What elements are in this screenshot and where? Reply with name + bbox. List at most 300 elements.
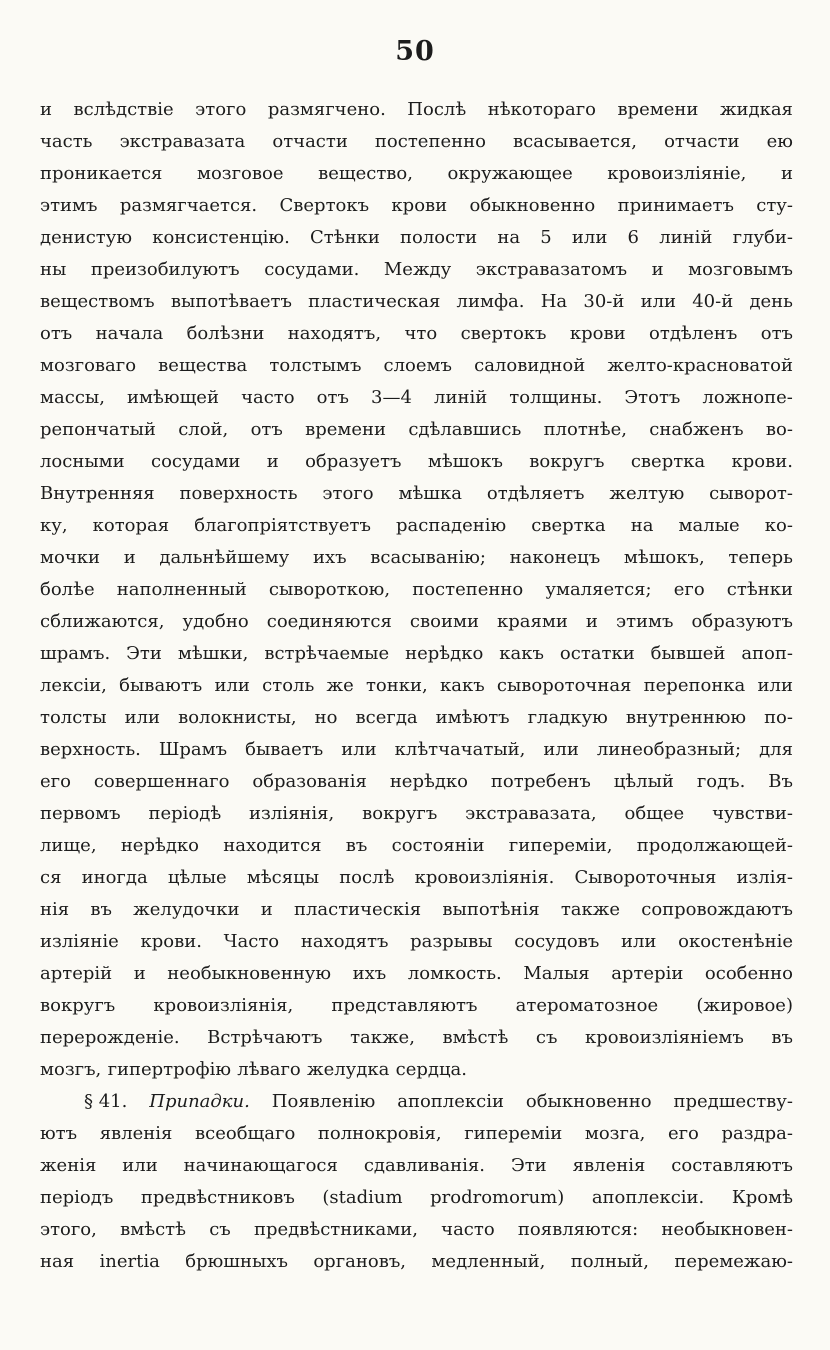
text-line (40, 286, 793, 318)
word: полости (400, 227, 478, 248)
word: свертка (531, 515, 606, 536)
word: мѣшокъ (427, 451, 503, 472)
word: имѣющей (127, 387, 219, 408)
word: отъ (760, 323, 793, 344)
word: веществомъ (40, 291, 155, 312)
word: первомъ (40, 803, 121, 824)
text-line (40, 1118, 793, 1150)
word: кровоизліянія, (153, 995, 294, 1016)
word: полнокровія, (317, 1123, 442, 1144)
word: гипереміи, (508, 835, 613, 856)
word: внутреннюю (625, 707, 747, 728)
word: нерѣдко (405, 643, 484, 664)
word: этого (195, 99, 247, 120)
word: болѣзни (186, 323, 265, 344)
word: времени (617, 99, 699, 120)
word: перемежаю- (674, 1251, 793, 1272)
word: нерѣдко (389, 771, 469, 792)
word: толсты (40, 707, 107, 728)
word: раздра- (721, 1123, 793, 1144)
word: свертка (630, 451, 706, 472)
word: гипереміи (464, 1123, 563, 1144)
word: перерожденіе. (40, 1027, 180, 1048)
word: образованія (252, 771, 367, 792)
word: же (326, 675, 354, 696)
word: обыкновенно (525, 1091, 652, 1112)
word: крови (391, 195, 448, 216)
word: гладкую (527, 707, 608, 728)
word: и (585, 611, 598, 632)
word: которая (92, 515, 170, 536)
text-line (40, 798, 793, 830)
text-line (40, 766, 793, 798)
word: продолжающей- (636, 835, 793, 856)
word: годъ. (696, 771, 746, 792)
word: Свертокъ (279, 195, 370, 216)
text-line (40, 1022, 793, 1054)
word: кровоизліяніе, (607, 163, 747, 184)
word: и (651, 259, 664, 280)
word: Часто (223, 931, 280, 952)
word: начинающагося (183, 1155, 338, 1176)
word: этого, (40, 1219, 97, 1240)
word: ихъ (312, 547, 347, 568)
word: ку, (40, 515, 68, 536)
word: кровоизліяніемъ (585, 1027, 744, 1048)
word: лимфа. (456, 291, 525, 312)
word: сближаются, (40, 611, 165, 632)
word: размягчено. (267, 99, 386, 120)
word: въ (90, 899, 112, 920)
word: отдѣленъ (649, 323, 738, 344)
word: начала (95, 323, 164, 344)
word: сосудовъ (514, 931, 600, 952)
word: излія- (736, 867, 793, 888)
word: Послѣ (407, 99, 467, 120)
word: разрывы (410, 931, 493, 952)
text-line (40, 670, 793, 702)
word: день (749, 291, 793, 312)
word: верхность. (40, 739, 141, 760)
word: сывороткою, (268, 579, 391, 600)
word: сердца. (395, 1059, 467, 1080)
text-line (40, 222, 793, 254)
word: находится (223, 835, 322, 856)
word: размягчается. (119, 195, 258, 216)
word: перепонка (643, 675, 746, 696)
word: и (40, 99, 52, 120)
word: лище, (40, 835, 97, 856)
word: Внутренняя (40, 483, 155, 504)
text-line (40, 1214, 793, 1246)
word: ся (40, 867, 62, 888)
text-line (40, 158, 793, 190)
word: малые (678, 515, 740, 536)
word: или (640, 291, 677, 312)
word: потребенъ (490, 771, 591, 792)
word: выпотѣваетъ (170, 291, 292, 312)
word: или (214, 675, 250, 696)
word: вокругъ (529, 451, 605, 472)
word: Шрамъ (158, 739, 228, 760)
word: клѣтчачатый, (394, 739, 526, 760)
text-line (40, 1150, 793, 1182)
word: часто (441, 1219, 495, 1240)
word: медленный, (431, 1251, 546, 1272)
word: съ (535, 1027, 558, 1048)
word: Этотъ (624, 387, 681, 408)
text-line (40, 734, 793, 766)
word: совершеннаго (93, 771, 230, 792)
section-heading-line (40, 1086, 793, 1118)
word: линеобразный; (596, 739, 742, 760)
word: ихъ (352, 963, 387, 984)
word: столь (262, 675, 315, 696)
word: вмѣстѣ (442, 1027, 509, 1048)
word: брюшныхъ (185, 1251, 288, 1272)
word: экстравазатомъ (475, 259, 628, 280)
text-line (40, 574, 793, 606)
word: составляютъ (671, 1155, 793, 1176)
word: его (667, 1123, 699, 1144)
word: отъ (250, 419, 283, 440)
word: и (780, 163, 793, 184)
word: 30-й (583, 291, 625, 312)
word: нѣкотораго (487, 99, 596, 120)
word: цѣлый (613, 771, 674, 792)
word: на (497, 227, 521, 248)
text-line (40, 830, 793, 862)
word: апоп- (741, 643, 793, 664)
word: наконецъ (509, 547, 601, 568)
text-line (40, 414, 793, 446)
word: Малыя (523, 963, 590, 984)
word: 6 (627, 227, 639, 248)
word: органовъ, (313, 1251, 407, 1272)
word: вслѣдствіе (73, 99, 174, 120)
word: проникается (40, 163, 163, 184)
word: prodromorum) (430, 1187, 565, 1208)
word: предшеству- (673, 1091, 793, 1112)
word: необыкновен- (661, 1219, 793, 1240)
word: снабженъ (649, 419, 744, 440)
word: въ (771, 1027, 793, 1048)
word: всасыванію; (370, 547, 486, 568)
text-line (40, 894, 793, 926)
word: желудочки (133, 899, 240, 920)
word: толстымъ (269, 355, 362, 376)
word: преизобилуютъ (90, 259, 240, 280)
word: удобно (182, 611, 249, 632)
word: inertia (99, 1251, 160, 1272)
word: остатки (559, 643, 635, 664)
word: Эти (126, 643, 162, 664)
word: особенно (704, 963, 793, 984)
text-line (40, 638, 793, 670)
word: теперь (728, 547, 793, 568)
word: или (341, 739, 377, 760)
word: Эти (510, 1155, 547, 1176)
text-line (40, 478, 793, 510)
word: или (124, 707, 161, 728)
word: лѣваго (237, 1059, 301, 1080)
word: иногда (81, 867, 148, 888)
word: массы, (40, 387, 105, 408)
word: пластическая (308, 291, 441, 312)
word: Между (383, 259, 452, 280)
word: ею (766, 131, 793, 152)
word: постепенно (412, 579, 524, 600)
word: бывшей (650, 643, 726, 664)
word: артеріи (611, 963, 684, 984)
word: изліянія, (249, 803, 335, 824)
word: стѣнки (726, 579, 793, 600)
text-line-paragraph-end (40, 1054, 793, 1086)
word: вокругъ (40, 995, 116, 1016)
text-line (40, 1182, 793, 1214)
word: мѣшокъ, (623, 547, 705, 568)
word: мочки (40, 547, 100, 568)
word: слой, (178, 419, 229, 440)
section-number: § 41. (84, 1091, 128, 1112)
word: бываютъ (119, 675, 203, 696)
word: и (260, 899, 273, 920)
word: общее (624, 803, 685, 824)
text-line (40, 126, 793, 158)
word: глуби- (732, 227, 793, 248)
word: періодъ (40, 1187, 114, 1208)
word: появляются: (517, 1219, 639, 1240)
word: кровоизліянія. (414, 867, 555, 888)
word: консистенцію. (152, 227, 290, 248)
word: съ (209, 1219, 231, 1240)
word: всасывается, (513, 131, 638, 152)
word: отъ (40, 323, 73, 344)
word: сопровождаютъ (641, 899, 793, 920)
word: пластическія (293, 899, 422, 920)
word: во- (765, 419, 793, 440)
word: атероматозное (515, 995, 659, 1016)
word: линій (434, 387, 488, 408)
word: экстравазата, (465, 803, 597, 824)
word: мѣсяцы (246, 867, 320, 888)
word: послѣ (339, 867, 395, 888)
word: но (314, 707, 338, 728)
word: этимъ (40, 195, 98, 216)
text-line (40, 350, 793, 382)
word: чувстви- (712, 803, 793, 824)
text-line (40, 606, 793, 638)
word: апоплексіи (397, 1091, 504, 1112)
word: постепенно (374, 131, 486, 152)
word: сосудами (151, 451, 241, 472)
word: и (266, 451, 279, 472)
word: болѣе (40, 579, 95, 600)
text-line (40, 702, 793, 734)
word: Стѣнки (309, 227, 380, 248)
word: для (759, 739, 793, 760)
word: Въ (768, 771, 793, 792)
word: имѣютъ (435, 707, 510, 728)
word: мозгъ, (40, 1059, 102, 1080)
word: предвѣстниковъ (140, 1187, 295, 1208)
word: въ (345, 835, 368, 856)
word: своими (409, 611, 479, 632)
word: бываетъ (245, 739, 324, 760)
word: (жировое) (696, 995, 793, 1016)
word: явленія (572, 1155, 646, 1176)
word: часто (241, 387, 295, 408)
word: Появленію (271, 1091, 376, 1112)
word: цѣлые (167, 867, 227, 888)
word: встрѣчаемые (264, 643, 390, 664)
text-line (40, 862, 793, 894)
word: (stadium (322, 1187, 403, 1208)
word: или (620, 931, 657, 952)
word: что (404, 323, 438, 344)
word: ложнопе- (702, 387, 793, 408)
word: времени (305, 419, 387, 440)
word: мѣшки, (177, 643, 249, 664)
word: лосными (40, 451, 125, 472)
word: отчасти (664, 131, 740, 152)
word: ная (40, 1251, 75, 1272)
word: періодѣ (148, 803, 222, 824)
word: состояніи (391, 835, 485, 856)
word: его (40, 771, 71, 792)
word: плотнѣе, (543, 419, 628, 440)
word: или (122, 1155, 158, 1176)
text-line (40, 446, 793, 478)
word: или (543, 739, 579, 760)
word: также, (350, 1027, 415, 1048)
word: желто-красноватой (607, 355, 793, 376)
text-line (40, 990, 793, 1022)
word: крови. (140, 931, 202, 952)
word: ломкость. (407, 963, 502, 984)
word: вещества (158, 355, 248, 376)
word: явленія (99, 1123, 173, 1144)
word: выпотѣнія (442, 899, 540, 920)
word: или (571, 227, 608, 248)
word: и (123, 547, 136, 568)
word: отдѣляетъ (486, 483, 585, 504)
word: толщины. (509, 387, 603, 408)
word: Сывороточныя (574, 867, 717, 888)
word: полный, (570, 1251, 650, 1272)
word: мозговаго (40, 355, 137, 376)
word: апоплексіи. (591, 1187, 705, 1208)
word: образуетъ (305, 451, 402, 472)
text-line (40, 510, 793, 542)
text-line (40, 190, 793, 222)
word: окостенѣніе (678, 931, 793, 952)
text-line (40, 958, 793, 990)
word: 40-й (692, 291, 734, 312)
word: обыкновенно (469, 195, 596, 216)
word: краями (497, 611, 568, 632)
word: всеобщаго (195, 1123, 296, 1144)
word: слоемъ (383, 355, 452, 376)
word: тонки, (365, 675, 428, 696)
word: по- (764, 707, 793, 728)
word: мѣшка (398, 483, 463, 504)
word: артерій (40, 963, 113, 984)
word: сывороточная (496, 675, 632, 696)
word: нія (40, 899, 70, 920)
word: или (757, 675, 793, 696)
word: сдѣлавшись (408, 419, 522, 440)
word: денистую (40, 227, 133, 248)
word: изліяніе (40, 931, 119, 952)
text-line (40, 382, 793, 414)
word: дальнѣйшему (159, 547, 290, 568)
word: мозговымъ (688, 259, 793, 280)
word: необыкновенную (167, 963, 332, 984)
text-line (40, 542, 793, 574)
page-text (40, 94, 793, 1278)
word: ютъ (40, 1123, 78, 1144)
word: нерѣдко (120, 835, 200, 856)
text-line (40, 1246, 793, 1278)
word: вокругъ (362, 803, 438, 824)
word: находятъ, (287, 323, 382, 344)
word: сосудами. (264, 259, 360, 280)
word: ны (40, 259, 67, 280)
word: гипертрофію (107, 1059, 231, 1080)
word: вещество, (318, 163, 413, 184)
word: этого (322, 483, 374, 504)
word: 3—4 (371, 387, 412, 408)
section-title: Припадки. (149, 1091, 250, 1112)
word: свертокъ (460, 323, 547, 344)
word: женія (40, 1155, 97, 1176)
word: и (133, 963, 146, 984)
word: всегда (355, 707, 418, 728)
word: крови. (731, 451, 793, 472)
word: на (630, 515, 654, 536)
word: представляютъ (331, 995, 478, 1016)
word: предвѣстниками, (253, 1219, 418, 1240)
word: наполненный (116, 579, 247, 600)
word: мозговое (196, 163, 284, 184)
text-line (40, 318, 793, 350)
word: поверхность (179, 483, 298, 504)
word: экстравазата (119, 131, 246, 152)
word: отъ (316, 387, 349, 408)
word: шрамъ. (40, 643, 111, 664)
word: Кромѣ (731, 1187, 793, 1208)
word: желтую (609, 483, 685, 504)
word: также (560, 899, 620, 920)
word: репончатый (40, 419, 156, 440)
text-line (40, 254, 793, 286)
text-line (40, 94, 793, 126)
word: сыворот- (709, 483, 793, 504)
word: линій (659, 227, 713, 248)
word: распаденію (395, 515, 507, 536)
word: этимъ (615, 611, 674, 632)
word: Встрѣчаютъ (207, 1027, 323, 1048)
word: На (540, 291, 568, 312)
word: сту- (756, 195, 793, 216)
word: благопріятствуетъ (194, 515, 371, 536)
word: саловидной (474, 355, 586, 376)
word: окружающее (447, 163, 573, 184)
word: ко- (764, 515, 793, 536)
text-line (40, 926, 793, 958)
word: соединяются (266, 611, 392, 632)
